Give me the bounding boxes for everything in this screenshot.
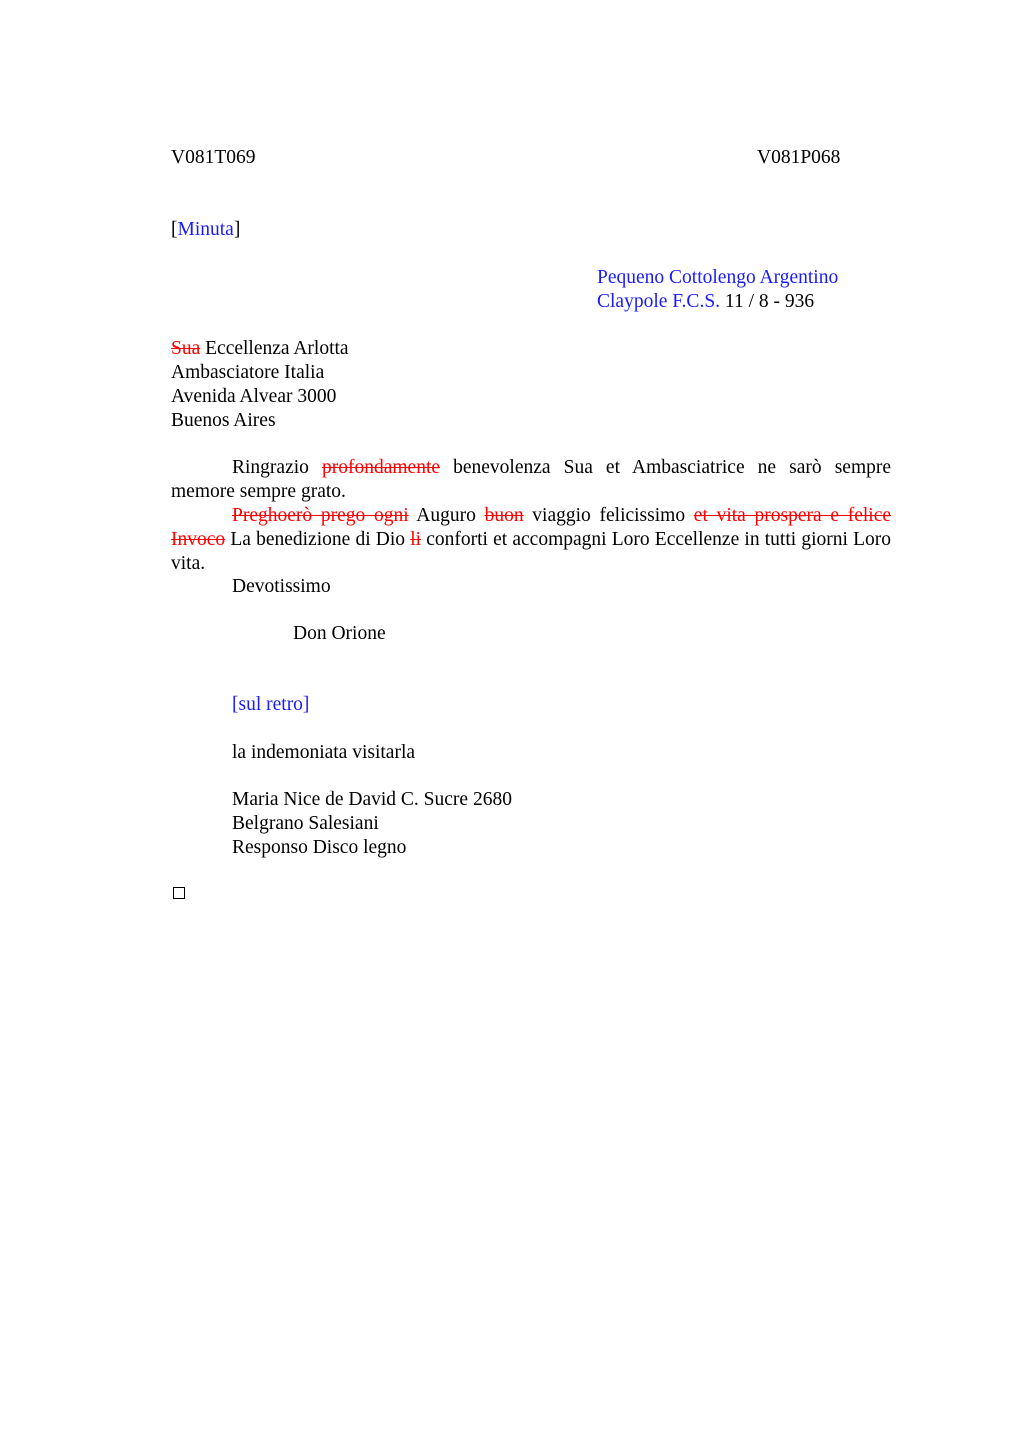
deleted-word: Invoco [171, 529, 226, 550]
square-marker-icon [173, 887, 185, 899]
retro-line2: Belgrano Salesiani [232, 813, 379, 834]
letter-body [171, 456, 891, 576]
deleted-phrase: Preghoerò prego ogni [232, 505, 409, 526]
paragraph-2: Preghoerò prego ogni Auguro buon viaggio felicissimo et vita prospera e felice Invoco La benedizione di Dio li conforti et accompagni Loro Eccellenze in tutti giorni Loro vita. [171, 505, 892, 574]
letterhead-line1: Pequeno Cottolengo Argentino [597, 267, 839, 288]
retro-line3: Responso Disco legno [232, 837, 407, 858]
letterhead-date: 11 / 8 - 936 [724, 291, 815, 312]
addressee-name: Sua Eccellenza Arlotta [171, 338, 349, 359]
closing: Devotissimo [232, 576, 331, 597]
deleted-word: buon [484, 505, 524, 526]
retro-line1: Maria Nice de David C. Sucre 2680 [232, 789, 512, 810]
minuta-label: [Minuta] [171, 219, 241, 240]
document-code-left: V081T069 [171, 147, 256, 168]
deleted-word: Sua [171, 338, 201, 359]
minuta-text: Minuta [177, 219, 234, 240]
letterhead-line2 [597, 290, 814, 314]
letterhead-place: Claypole F.C.S. [597, 291, 721, 312]
signature: Don Orione [293, 623, 386, 644]
paragraph-1: Ringrazio profondamente benevolenza Sua et Ambasciatrice ne sarò sempre memore sempre grato. [171, 457, 892, 502]
retro-note: la indemoniata visitarla [232, 742, 416, 763]
deleted-phrase: et vita prospera e felice [693, 505, 892, 526]
deleted-word: li [410, 529, 422, 550]
retro-label: [sul retro] [232, 694, 310, 715]
addressee-line4: Buenos Aires [171, 410, 276, 431]
document-code-right: V081P068 [757, 147, 841, 168]
addressee-line2: Ambasciatore Italia [171, 362, 325, 383]
addressee-line3: Avenida Alvear 3000 [171, 386, 337, 407]
deleted-word: profondamente [321, 457, 441, 478]
